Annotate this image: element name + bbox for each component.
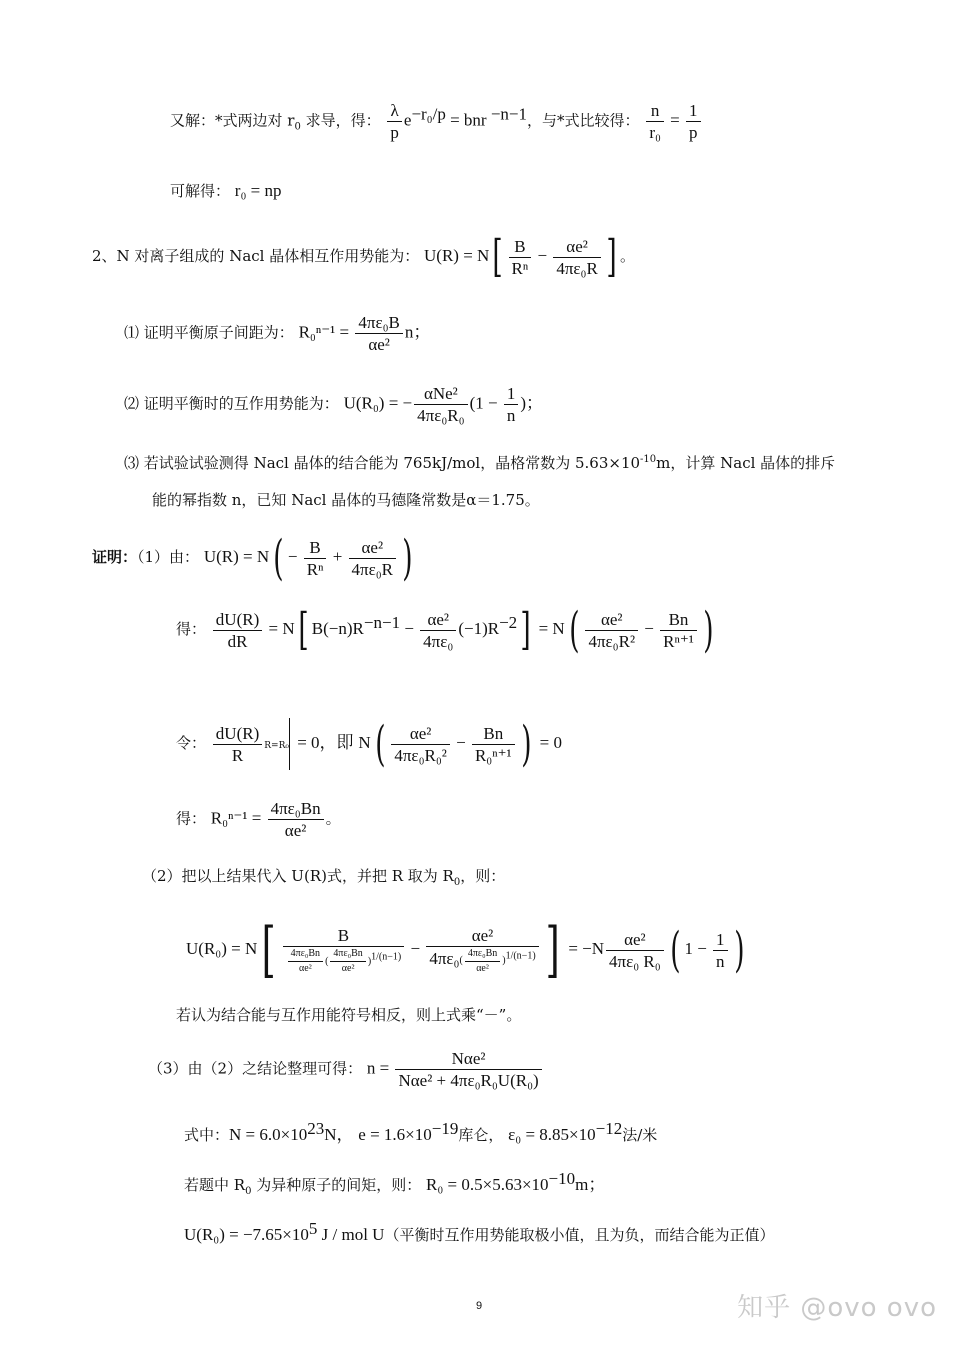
unit: J / mol U: [317, 1225, 385, 1244]
subscript: 0: [453, 877, 461, 888]
n-over-r0: [646, 102, 664, 141]
r0-text: 若题中 R: [184, 1176, 246, 1194]
exp-power: −r₀/p: [411, 104, 446, 124]
frac-num: n: [646, 102, 664, 122]
right-bracket: ]: [606, 231, 617, 282]
r0-math: R₀ = 0.5×5.63×10: [426, 1175, 549, 1194]
u-line: [184, 1219, 775, 1244]
minus: −: [640, 619, 659, 638]
sup: −12: [595, 1119, 623, 1138]
p2-text: （2）把以上结果代入 U(R)式，并把 R 取为 R: [142, 867, 454, 885]
frac-den: Rⁿ⁺¹: [663, 631, 694, 651]
b-over-rn: [304, 539, 327, 578]
coulomb-term: [553, 238, 601, 277]
r0-fraction: [355, 314, 403, 353]
frac-den: 4πε₀( $\frac{\text{4πε₀Bn}}{\text{αe²}}$ )$^{1/(n-1)}$: [429, 947, 536, 974]
eq: = −N: [564, 939, 605, 958]
minus: −: [287, 547, 302, 566]
one-minus: 1 −: [684, 939, 712, 958]
item-number: ⑵: [124, 394, 140, 413]
right-paren: ): [402, 530, 413, 586]
frac-den: r₀: [649, 123, 661, 142]
unit: N，: [324, 1125, 354, 1144]
equals: =: [665, 110, 685, 130]
sign-note-text: 若认为结合能与互作用能符号相反，则上式乘“－”。: [176, 1006, 522, 1024]
proof-lhs: U(R) = N: [203, 547, 270, 566]
proof-line-1: [92, 530, 417, 586]
frac-den: 4πε₀R₀²: [394, 745, 447, 765]
frac-den: 4πε₀R: [556, 258, 598, 278]
frac: [391, 725, 450, 764]
frac-den: p: [689, 123, 698, 142]
one-over-p: [686, 102, 701, 141]
question-2-part-3-cont: [152, 493, 540, 508]
mid: (1 −: [469, 393, 502, 413]
outer-frac-2: [426, 927, 538, 974]
question-2-part-2: [124, 385, 543, 424]
alt-solution-text: 又解：*式两边对 r: [170, 111, 295, 130]
plus: +: [328, 547, 347, 566]
outer-frac-1: [283, 927, 405, 974]
frac-den: p: [390, 123, 399, 142]
frac-den: 4πε₀R²: [588, 631, 636, 651]
proof-step: （1）由：: [137, 548, 200, 566]
proof-part-2: [142, 867, 506, 888]
lambda-over-p: [387, 102, 402, 141]
term: (−1)R: [458, 619, 500, 638]
page-number: 9: [476, 1300, 483, 1312]
eq: = N: [264, 619, 295, 638]
frac-num: αe²: [606, 931, 664, 951]
frac-den: 4πε₀R₀: [417, 406, 465, 425]
N: N: [358, 733, 371, 752]
frac-num: Bn: [472, 725, 515, 745]
frac-num: αe²: [553, 238, 601, 258]
left-paren: (: [568, 602, 580, 658]
result-1-line: [176, 800, 341, 839]
proof-label: 证明：: [92, 548, 138, 566]
frac-num: Bn: [660, 611, 697, 631]
frac-den: Nαe² + 4πε₀R₀U(R₀): [398, 1071, 539, 1090]
frac-den: dR: [227, 631, 248, 651]
frac-num: αe²: [420, 611, 456, 631]
frac-num: B: [509, 238, 532, 258]
frac-num: αe²: [426, 927, 538, 947]
left-paren: (: [374, 716, 386, 772]
left-bracket: [: [261, 915, 276, 985]
sup: −n−1: [363, 613, 401, 632]
constants-line: [184, 1119, 658, 1144]
proof-part-3: [148, 1050, 544, 1089]
frac: [585, 611, 638, 650]
frac-den: αe²: [368, 335, 390, 354]
du-over-r: [213, 725, 262, 764]
frac-den: αe²: [284, 821, 307, 840]
watermark: 知乎 @ovo ovo: [737, 1293, 937, 1323]
question-2-part-1: [124, 314, 430, 353]
eq: = 0，即: [292, 733, 354, 752]
derivative-line: [176, 602, 718, 658]
tail: n；: [404, 322, 431, 342]
item-text3: 能的幂指数 n，已知 Nacl 晶体的马德隆常数是α＝1.75。: [152, 491, 540, 509]
n-fraction: [395, 1050, 541, 1089]
du-dr: [213, 611, 262, 650]
inner-frac: [465, 949, 500, 974]
one-over-n: [713, 931, 728, 970]
e-value: e = 1.6×10: [358, 1125, 432, 1144]
eq: = 0: [535, 733, 562, 752]
frac-den: 4πε₀R: [351, 559, 394, 579]
frac-num: 1: [686, 102, 701, 122]
frac-num: 1: [713, 931, 728, 951]
right-bracket: ]: [520, 604, 531, 655]
solve-math: r₀ = np: [234, 181, 282, 200]
frac-den: n: [506, 406, 516, 425]
sup: −2: [499, 613, 518, 632]
frac-num: B: [304, 539, 327, 559]
frac-num: dU(R): [213, 611, 262, 631]
alt-solution-text2: 求导，得：: [300, 111, 381, 130]
frac-num: 4πε₀B: [355, 314, 403, 334]
eval-sub: R=R₀: [264, 741, 289, 751]
frac-num: Nαe²: [395, 1050, 541, 1070]
solve-text: 可解得：: [170, 182, 231, 200]
term: B(−n)R: [311, 619, 364, 638]
left-paren: (: [273, 530, 284, 586]
den-text: 4πε₀: [429, 948, 460, 968]
eps-value: ε₀ = 8.85×10: [508, 1125, 596, 1144]
proof-part-2-equation: [186, 915, 748, 985]
consts-text: 式中：: [184, 1126, 230, 1144]
frac-num: dU(R): [213, 725, 262, 745]
condition-line: [176, 718, 562, 770]
frac-den: αe²: [476, 962, 489, 974]
frac-num: B: [283, 927, 405, 947]
b-over-rn: [509, 238, 532, 277]
minus: −: [451, 733, 470, 752]
frac-num: αe²: [391, 725, 450, 745]
frac: [420, 611, 456, 650]
u-fraction: [414, 385, 467, 424]
period: 。: [619, 247, 635, 265]
sup: −10: [548, 1169, 576, 1188]
frac-den: R₀ⁿ⁺¹: [474, 745, 512, 765]
frac-num: αe²: [349, 539, 397, 559]
lhs: n =: [366, 1058, 394, 1078]
item-text: 若试验试验测得 Nacl 晶体的结合能为 765kJ/mol，晶格常数为 5.63×10: [143, 454, 641, 472]
frac-den: 4πε₀ R₀: [609, 951, 661, 971]
minus: −: [406, 939, 425, 958]
u-note: （平衡时互作用势能取极小值，且为负，而结合能为正值）: [384, 1226, 775, 1244]
right-paren: ): [703, 602, 714, 658]
set-text: 令：: [176, 734, 207, 752]
frac-den: $\frac{\text{4πε₀Bn}}{\text{αe²}}$ ( $\frac{\text{4πε₀Bn}}{\text{αe²}}$ )$^{1/(n-1)}$: [283, 947, 405, 974]
equation-part: = bnr: [445, 110, 487, 130]
item-number: ⑴: [124, 323, 140, 342]
sign-note: [176, 1008, 521, 1023]
unit: 法/米: [622, 1126, 658, 1144]
minus: −: [533, 246, 552, 265]
one-over-n: [504, 385, 519, 424]
frac-num: 4πε₀Bn: [288, 949, 323, 962]
frac-den: αe²: [299, 962, 312, 974]
frac-num: αe²: [585, 611, 638, 631]
frac-num: λ: [387, 102, 402, 122]
question-2-part-3: [124, 456, 835, 471]
item-text: 证明平衡原子间距为：: [143, 323, 294, 342]
right-paren: ): [520, 716, 532, 772]
frac-num: 4πε₀Bn: [465, 949, 500, 962]
frac-den: Rⁿ: [511, 258, 529, 278]
result-text: 得：: [176, 809, 207, 828]
subscript: 0: [294, 121, 301, 133]
potential-lhs: U(R) = N: [424, 246, 490, 265]
subscript: 0: [245, 1186, 252, 1197]
item-text2: m，计算 Nacl 晶体的排斥: [656, 454, 836, 472]
solve-line: [170, 182, 281, 199]
frac: [268, 800, 324, 839]
u-lhs: U(R₀) = −: [343, 393, 413, 413]
power: 1/(n−1): [371, 950, 402, 962]
exp-base: e: [403, 110, 412, 130]
frac-den: Rⁿ: [306, 559, 324, 579]
p3-text: （3）由（2）之结论整理可得：: [148, 1059, 363, 1078]
coulomb-term: [349, 539, 397, 578]
right-bracket: ]: [545, 915, 560, 985]
item-number: ⑶: [124, 454, 140, 472]
power: 1/(n−1): [505, 950, 536, 962]
left-bracket: [: [492, 231, 504, 282]
deriv-text: 得：: [176, 620, 207, 638]
question-2-text: 2、N 对离子组成的 Nacl 晶体相互作用势能为：: [92, 247, 420, 265]
sup: 5: [308, 1219, 318, 1238]
tail: )；: [520, 393, 543, 413]
frac-num: 4πε₀Bn: [268, 800, 324, 820]
compare-text: ，与*式比较得：: [527, 111, 640, 130]
unit: 库仑，: [458, 1126, 504, 1144]
frac-den: n: [716, 951, 725, 971]
sup: −19: [431, 1119, 459, 1138]
evaluation-bar: [264, 718, 290, 770]
frac-num: 1: [504, 385, 519, 405]
lhs: R₀ⁿ⁻¹ =: [210, 808, 266, 828]
u-math: U(R₀) = −7.65×10: [184, 1225, 309, 1244]
lhs: U(R₀) = N: [186, 939, 258, 958]
r0-text2: 为异种原子的间矩，则：: [251, 1176, 422, 1194]
r0-lhs: R₀ⁿ⁻¹ =: [298, 322, 354, 342]
inner-frac: [330, 949, 365, 974]
eq: = N: [534, 619, 565, 638]
item-text: 证明平衡时的互作用势能为：: [143, 394, 339, 413]
sup: 23: [307, 1119, 325, 1138]
minus: −: [400, 619, 419, 638]
frac: [472, 725, 515, 764]
frac-den: αe²: [341, 962, 355, 974]
frac: [606, 931, 664, 970]
frac-num: 4πε₀Bn: [330, 949, 365, 962]
exp-power2: −n−1: [486, 104, 528, 124]
p2-text2: ，则：: [460, 867, 506, 885]
left-bracket: [: [298, 604, 309, 655]
frac: [660, 611, 697, 650]
period: 。: [325, 809, 341, 828]
frac-num: αNe²: [414, 385, 467, 405]
question-2: [92, 231, 635, 282]
exponent: -10: [640, 454, 657, 465]
right-paren: ): [733, 922, 745, 978]
alt-solution-line: [170, 102, 703, 141]
frac-den: R: [231, 745, 244, 765]
r0-line: [184, 1169, 606, 1197]
inner-frac: [288, 949, 323, 974]
unit: m；: [575, 1175, 606, 1194]
n-value: N = 6.0×10: [229, 1125, 308, 1144]
frac-den: 4πε₀: [423, 631, 454, 651]
left-paren: (: [669, 922, 681, 978]
